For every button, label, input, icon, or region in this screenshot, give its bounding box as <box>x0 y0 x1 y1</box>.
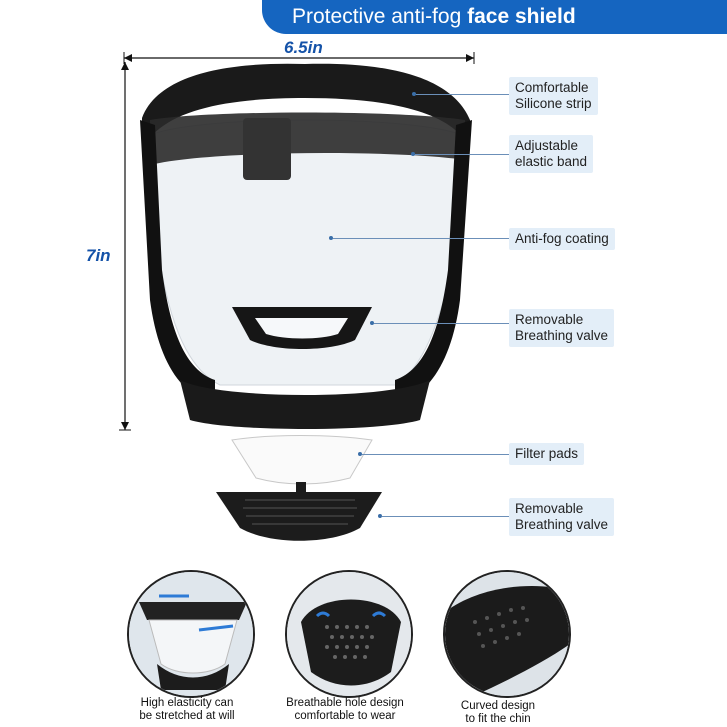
callout-line-2: elastic band <box>515 154 588 169</box>
antifog-pointer-line <box>333 238 509 239</box>
silicone-pointer-line <box>416 94 509 95</box>
callout-line-1: Comfortable <box>515 80 589 95</box>
detail-breathable-holes-image <box>285 570 413 698</box>
caption-breathable <box>270 697 420 723</box>
callout-line-1: Adjustable <box>515 138 579 153</box>
caption-line-2: to fit the chin <box>465 713 531 725</box>
caption-line-2: comfortable to wear <box>294 710 396 722</box>
callout-line-2: Breathing valve <box>515 517 609 532</box>
band-pointer-line <box>415 154 509 155</box>
callout-breathing-valve-2 <box>509 498 614 536</box>
callout-line-2: Silicone strip <box>515 96 592 111</box>
callout-filter-pads <box>509 443 584 465</box>
height-dimension: 7in <box>86 246 111 265</box>
filter-pointer-line <box>362 454 509 455</box>
caption-line-2: be stretched at will <box>139 710 235 722</box>
callout-line-1: Removable <box>515 312 584 327</box>
valve1-pointer-line <box>374 323 509 324</box>
callout-line-2: Breathing valve <box>515 328 609 343</box>
caption-curved <box>423 700 573 726</box>
callout-line-1: Removable <box>515 501 584 516</box>
caption-line-1: High elasticity can <box>140 697 234 709</box>
detail-elasticity-image <box>127 570 255 698</box>
callout-line-1: Filter pads <box>515 446 579 461</box>
caption-line-1: Breathable hole design <box>286 697 404 709</box>
title-bold-text: face shield <box>467 5 576 28</box>
detail-curved-design-image <box>443 570 571 698</box>
caption-elasticity <box>112 697 262 723</box>
callout-breathing-valve <box>509 309 614 347</box>
callout-elastic-band <box>509 135 593 173</box>
valve2-pointer-line <box>382 516 509 517</box>
callout-silicone-strip <box>509 77 598 115</box>
width-dimension: 6.5in <box>284 38 323 57</box>
callout-line-1: Anti-fog coating <box>515 231 609 246</box>
title-text: Protective anti-fog <box>292 5 468 28</box>
callout-antifog-coating <box>509 228 615 250</box>
caption-line-1: Curved design <box>460 700 536 712</box>
